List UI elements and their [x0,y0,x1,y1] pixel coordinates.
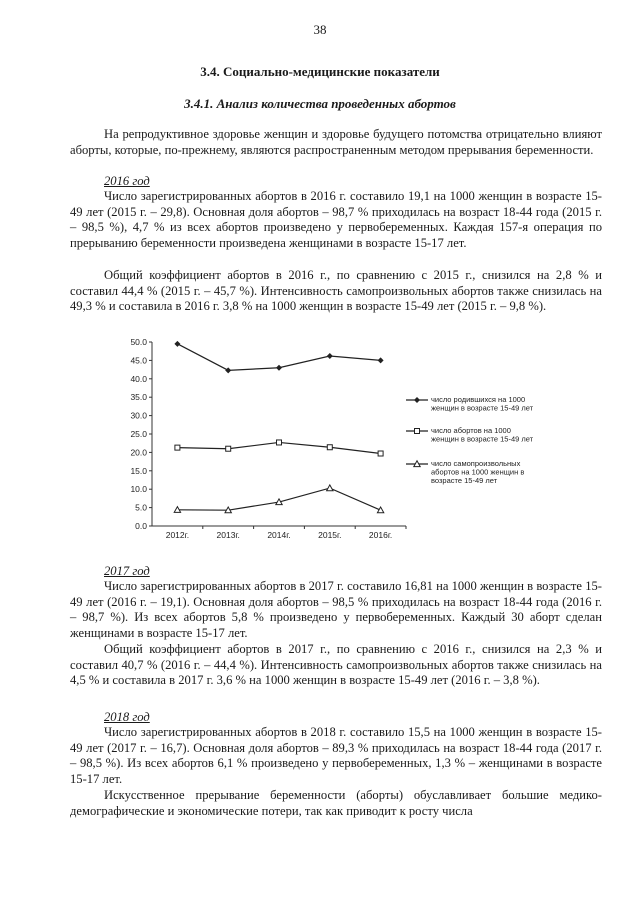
series-3-point [377,507,383,513]
y-tick-label: 30.0 [130,410,147,421]
y-tick-label: 0.0 [135,521,147,531]
series-2-point [226,446,231,451]
series-1-point [378,357,384,363]
x-tick-label: 2016г. [368,530,393,540]
intro-paragraph: На репродуктивное здоровье женщин и здоровье будущего потомства отрицательно влияют аборты, которые, по-прежнему, являются распространенным методом прерывания беременности. [70,127,602,157]
x-tick-label: 2015г. [318,530,342,540]
series-2-point [175,445,180,450]
year-2016-paragraph-1: Число зарегистрированных абортов в 2016 г. составило 19,1 на 1000 женщин в возрасте 15-49 лет (2015 г. – 29,8). Основная доля абортов – 98,7 % приходилась на возраст 18-44 года (2015 г. – 98,5 %), 4,7 % из всех абортов произведено у первобеременных. Каждая 157-я операция по прерыванию беременности произведена женщинами в возрасте 15-17 лет. [70,189,602,250]
page-number: 38 [313,22,327,37]
y-tick-label: 50.0 [130,337,147,347]
series-1-point [327,353,333,359]
series-2-point [378,451,383,456]
year-2017-heading: 2017 год [104,564,150,578]
legend-label: число родившихся на 1000 [431,395,526,404]
subsection-title: 3.4.1. Анализ количества проведенных абортов [184,96,456,111]
year-2017-paragraph-1: Число зарегистрированных абортов в 2017 г. составило 16,81 на 1000 женщин в возрасте 15-49 лет (2016 г. – 19,1). Основная доля абортов – 98,5 % приходилась на возраст 18-44 года (2016 г. – 98,7 %). Из всех абортов 5,8 % произведено у первобеременных. Каждый 30 аборт сделан женщинами в возрасте 15-17 лет. [70,579,602,640]
y-tick-label: 40.0 [130,373,147,384]
y-tick-label: 35.0 [130,392,147,403]
series-3-point [327,485,333,491]
x-tick-label: 2014г. [267,530,291,540]
legend-label: число абортов на 1000 [431,426,511,435]
series-2-point [277,440,282,445]
year-2016-heading: 2016 год [104,174,150,188]
legend-label: женщин в возрасте 15-49 лет [431,434,534,444]
year-2018-paragraph-1: Число зарегистрированных абортов в 2018 г. составило 15,5 на 1000 женщин в возрасте 15-49 лет (2017 г. – 16,7). Основная доля абортов – 89,3 % приходилась на возраст 18-44 года (2017 г. – 98,5 %). Из всех абортов 6,1 % произведено у первобеременных, 1,3 % – женщинами в возрасте 15-17 лет. [70,725,602,786]
y-tick-label: 45.0 [130,355,147,366]
x-tick-label: 2012г. [165,530,190,540]
y-tick-label: 10.0 [130,484,147,495]
year-2017-paragraph-2: Общий коэффициент абортов в 2017 г., по сравнению с 2016 г., снизился на 2,3 % и составил 40,7 % (2016 г. – 44,4 %). Интенсивность самопроизвольных абортов также снизилась на 4,5 % и составила в 2017 г. 3,6 % на 1000 женщин в возрасте 15-49 лет (2016 г. – 3,8 %). [70,642,602,688]
section-title: 3.4. Социально-медицинские показатели [200,64,440,79]
series-2-point [327,445,332,450]
y-tick-label: 15.0 [130,465,147,476]
series-1-point [174,341,180,347]
series-1-point [276,365,282,371]
y-tick-label: 20.0 [130,447,147,458]
legend-label: число самопроизвольных [431,459,521,468]
legend-marker-2 [415,429,420,434]
legend-label: женщин в возрасте 15-49 лет [431,403,534,413]
legend-label: абортов на 1000 женщин в [431,467,525,477]
series-1-point [225,367,231,373]
x-tick-label: 2013г. [216,530,240,540]
year-2016-paragraph-2: Общий коэффициент абортов в 2016 г., по сравнению с 2015 г., снизился на 2,8 % и составил 44,4 % (2015 г. – 45,7 %). Интенсивность самопроизвольных абортов также снизилась на 49,3 % и составила в 2016 г. 3,8 % на 1000 женщин в возрасте 15-49 лет (2015 г. – 9,8 %). [70,268,602,314]
year-2018-heading: 2018 год [104,710,150,724]
y-tick-label: 5.0 [135,502,147,513]
abortion-line-chart [110,336,580,551]
year-2018-paragraph-2: Искусственное прерывание беременности (аборты) обуславливает большие медико-демографические и экономические потери, так как приводит к росту числа [70,788,602,818]
y-tick-label: 25.0 [130,429,147,439]
legend-label: возрасте 15-49 лет [431,476,498,485]
legend-marker-1 [414,397,420,403]
